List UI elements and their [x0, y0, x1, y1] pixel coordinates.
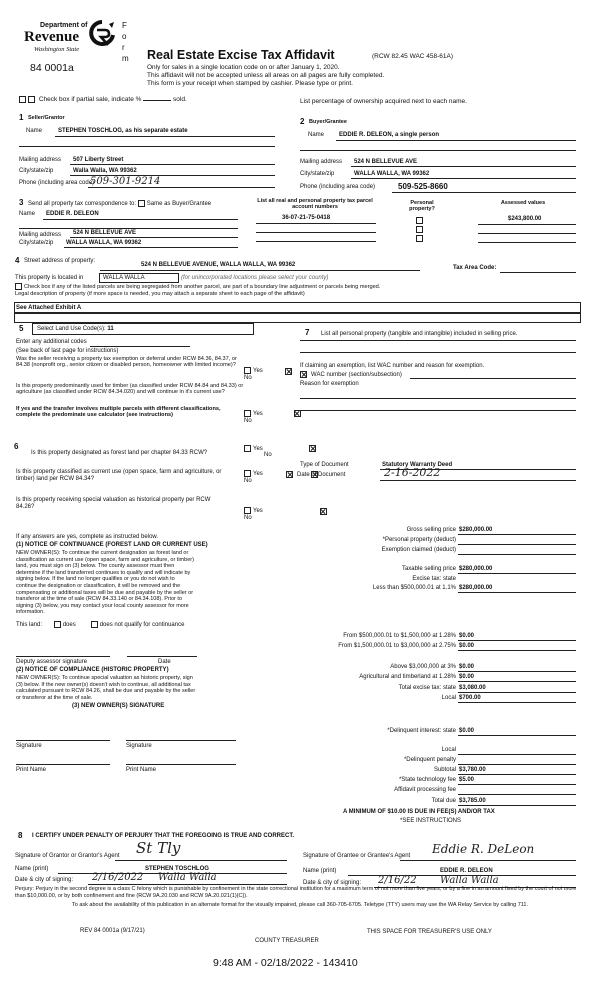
delinquent-interest-label: *Delinquent interest: state [387, 728, 456, 734]
gross-label: Gross selling price [406, 527, 456, 533]
legal-description-label: Legal description of property (if more space is needed, you may attach a separate sheet to each page of the affidavit) [15, 291, 305, 297]
forest-question: Is this property designated as forest land per chapter 84.33 RCW? [31, 450, 208, 456]
s6q2-yes-checkbox[interactable] [244, 470, 251, 477]
revision-code: REV 84 0001a (9/17/21) [80, 928, 145, 934]
seller-city[interactable]: Walla Walla, WA 99362 [73, 168, 137, 174]
grantee-date-label: Date & city of signing: [303, 880, 362, 886]
tier5-value[interactable]: $0.00 [459, 674, 475, 680]
subtotal-label: Subtotal [433, 767, 456, 773]
s6q2-yes: Yes [244, 470, 263, 478]
owner-print-name-label-1: Print Name [16, 767, 47, 773]
personal-property-heading: Personal property? [409, 200, 435, 213]
partial-sale-checkbox-2[interactable] [28, 96, 35, 103]
grantor-name-label: Name (print) [15, 866, 49, 872]
form-letters: F o r m [122, 21, 129, 63]
gross-value[interactable]: $280,000.00 [459, 527, 493, 533]
taxable-value[interactable]: $280,000.00 [459, 566, 493, 572]
section-8-number: 8 [18, 831, 23, 840]
continuance-heading: (1) NOTICE OF CONTINUANCE (FOREST LAND OR CURRENT USE) [16, 542, 208, 548]
tier2-label: From $500,000.01 to $1,500,000 at 1.28% [343, 633, 456, 639]
dept-line-2: Revenue [24, 29, 79, 45]
historic-text: NEW OWNER(S): To continue special valuation as historic property, sign (3) below. If the new owner(s) doesn't wish to continue, all additional tax calculated pursuant to RCW 84.26, shall be due and payable by the seller or transferor at the time of sale. [16, 675, 196, 701]
assessed-values-heading: Assessed values [500, 200, 546, 206]
tier4-label: Above $3,000,000 at 3% [390, 664, 456, 670]
tier1-label: Less than $500,000.01 at 1.1% [372, 585, 456, 591]
q1-yes: Yes [244, 367, 263, 375]
buyer-name-label: Name [308, 132, 325, 138]
ownership-percentage-note: List percentage of ownership acquired next to each name. [300, 98, 467, 105]
buyer-name[interactable]: EDDIE R. DELEON, a single person [339, 132, 440, 138]
tech-fee-label: *State technology fee [398, 777, 456, 783]
grantor-name-print[interactable]: STEPHEN TOSCHLOG [145, 866, 209, 872]
header-note-1: Only for sales in a single location code on or after January 1, 2020. [147, 64, 340, 71]
exemption-question: Was the seller receiving a property tax exemption or deferral under RCW 84.36, 84.37, or 84.38 (nonprofit org., senior citizen or disabled person, homeowner with limited income)? [16, 356, 237, 369]
tier4-value[interactable]: $0.00 [459, 664, 475, 670]
seller-city-label: City/state/zip [19, 168, 54, 174]
treasurer-space-note: THIS SPACE FOR TREASURER'S USE ONLY [367, 929, 492, 935]
assessed-value[interactable]: $243,800.00 [508, 216, 542, 222]
s6q3-yes: Yes [244, 507, 263, 515]
s6q1-no-label: No [264, 452, 272, 458]
see-instructions-note: *SEE INSTRUCTIONS [400, 818, 462, 824]
personal-property-checkbox-2[interactable] [416, 226, 423, 233]
local-label: Local [441, 695, 456, 701]
q2-yes-checkbox[interactable] [244, 410, 251, 417]
s6q1-yes-checkbox[interactable] [244, 445, 251, 452]
seller-phone-label: Phone (including area code) [19, 180, 95, 186]
dept-line-3: Washington State [34, 46, 80, 53]
section-6-number: 6 [14, 442, 19, 451]
grantor-date[interactable]: 2/16/2022 [92, 872, 144, 883]
section-1-number: 1 [19, 113, 24, 122]
timber-multi-note: If yes and the transfer involves multiple parcels with different classifications, complete the predominate use calculator (see instructions) [16, 406, 221, 419]
s3-city-label: City/state/zip [19, 240, 54, 246]
seller-name[interactable]: STEPHEN TOSCHLOG, as his separate estate [58, 128, 188, 134]
doc-date[interactable]: 2-16-2022 [384, 466, 441, 479]
tier3-label: From $1,500,000.01 to $3,000,000 at 2.75% [338, 643, 456, 649]
seller-mail[interactable]: 507 Liberty Street [73, 157, 124, 163]
s6q3-no-checkbox[interactable] [320, 508, 327, 515]
deputy-signature-label: Deputy assessor signature [16, 659, 88, 665]
local-value[interactable]: $700.00 [459, 695, 481, 701]
rcw-reference: (RCW 82.45 WAC 458-61A) [372, 53, 454, 60]
grantee-name-print[interactable]: EDDIE R. DELEON [440, 868, 493, 874]
form-code: 84 0001a [30, 62, 74, 74]
legal-exhibit: See Attached Exhibit A [16, 305, 82, 311]
owner-signature-label-1: Signature [16, 743, 42, 749]
land-use-code-row: Select Land Use Code(s): 11 [37, 326, 114, 332]
delinquent-penalty-label: *Delinquent penalty [403, 757, 456, 763]
seller-mail-label: Mailing address [19, 157, 62, 163]
q2-yes: Yes [244, 410, 263, 418]
street-label: Street address of property: [24, 258, 96, 264]
tier2-value[interactable]: $0.00 [459, 633, 475, 639]
total-due-value[interactable]: $3,785.00 [459, 798, 486, 804]
total-due-label: Total due [431, 798, 456, 804]
county-treasurer-label: COUNTY TREASURER [255, 938, 319, 944]
partial-sale-checkbox-1[interactable] [19, 96, 26, 103]
certify-statement: I CERTIFY UNDER PENALTY OF PERJURY THAT THE FOREGOING IS TRUE AND CORRECT. [32, 833, 295, 839]
q2-no-label: No [244, 418, 252, 424]
new-owner-signature-heading: (3) NEW OWNER(S) SIGNATURE [72, 703, 165, 709]
q2-no-checkbox[interactable] [294, 410, 301, 417]
tax-area-code-label: Tax Area Code: [453, 265, 497, 271]
exemption-deduct-label: Exemption claimed (deduct) [381, 547, 456, 553]
delinquent-interest-value[interactable]: $0.00 [459, 728, 475, 734]
county-value: WALLA WALLA [103, 275, 145, 281]
wac-number-label: WAC number (section/subsection) [300, 371, 402, 379]
q1-yes-checkbox[interactable] [244, 367, 251, 374]
minimum-fee-note: A MINIMUM OF $10.00 IS DUE IN FEE(S) AND/OR TAX [343, 809, 495, 815]
s6q2-no-label: No [244, 478, 252, 484]
header-note-2: This affidavit will not be accepted unless all areas on all pages are fully completed. [147, 72, 385, 79]
buyer-city[interactable]: WALLA WALLA, WA 99362 [354, 171, 430, 177]
deputy-date-label: Date [158, 659, 171, 665]
tech-fee-value[interactable]: $5.00 [459, 777, 475, 783]
grantee-signature-label: Signature of Grantee or Grantee's Agent [303, 853, 411, 859]
grantor-signature-label: Signature of Grantor or Grantor's Agent [15, 853, 120, 859]
section-3-number: 3 [19, 198, 24, 207]
same-as-buyer-checkbox[interactable] [138, 200, 145, 207]
grantor-city[interactable]: Walla Walla [158, 872, 217, 883]
s3-name-label: Name [19, 211, 36, 217]
doc-type-label: Type of Document [300, 462, 349, 468]
doc-type[interactable]: Statutory Warranty Deed [382, 462, 453, 468]
buyer-heading: Buyer/Grantee [309, 119, 347, 125]
seller-name-label: Name [26, 128, 43, 134]
s3-city[interactable]: WALLA WALLA, WA 99362 [66, 240, 142, 246]
personal-deduct-label: *Personal property (deduct) [382, 537, 456, 543]
q1-no-checkbox[interactable] [285, 368, 292, 375]
continuance-text: NEW OWNER(S): To continue the current designation as forest land or classification as current use (open space, farm and agriculture, or timber) land, you must sign on (3) below. The county assessor must then determine if the land transferred continues to qualify and will indicate by signing below. If the land no longer qualifies or you do not wish to continue the designation or classification, it will be removed and the compensating or additional taxes will be due and payable by the seller or transferor at the time of sale (RCW 84.33.140 or 84.34.108). Prior to signing (3) below, you may contact your local county assessor for more information. [16, 550, 194, 616]
tax-correspondence-row: Send all property tax correspondence to: Same as Buyer/Grantee [28, 201, 212, 208]
s6q3-yes-checkbox[interactable] [244, 507, 251, 514]
additional-codes-label: Enter any additional codes [16, 339, 87, 345]
grantor-signature[interactable]: St Tly [136, 839, 181, 857]
does-qualify-checkbox[interactable] [54, 621, 61, 628]
historic-question: Is this property receiving special valuation as historical property per RCW 84.26? [16, 497, 211, 510]
tier5-label: Agricultural and timberland at 1.28% [359, 674, 456, 680]
doc-date-checkbox[interactable] [286, 471, 293, 478]
grantee-signature[interactable]: Eddie R. DeLeon [432, 842, 535, 856]
legal-description-box-2[interactable] [14, 312, 581, 323]
personal-property-checkbox-1[interactable] [416, 217, 423, 224]
section-2-number: 2 [300, 117, 305, 126]
if-yes-note: If any answers are yes, complete as instructed below. [16, 534, 159, 540]
personal-property-checkbox-3[interactable] [416, 235, 423, 242]
grantee-date[interactable]: 2/16/22 [378, 875, 417, 886]
doc-date-label: Date of Document [300, 471, 345, 479]
grantor-date-label: Date & city of signing: [15, 877, 74, 883]
section-5-number: 5 [19, 324, 24, 333]
treasurer-stamp: 9:48 AM - 02/18/2022 - 143410 [213, 957, 358, 969]
excise-state-label: Excise tax: state [412, 576, 456, 582]
this-land-row: This land: does does not qualify for continuance [16, 622, 185, 629]
parcel-heading: List all real and personal property tax parcel account numbers [257, 198, 373, 211]
owner-print-name-label-2: Print Name [126, 767, 157, 773]
county-note: (for unincorporated locations please select your county) [181, 275, 329, 281]
s6q1-yes: Yes [244, 445, 263, 453]
street-address[interactable]: 524 N BELLEVUE AVENUE, WALLA WALLA, WA 99362 [141, 262, 296, 268]
s6q3-no-label: No [244, 515, 252, 521]
segregated-checkbox[interactable] [15, 283, 22, 290]
s3-name[interactable]: EDDIE R. DELEON [46, 211, 99, 217]
local2-label: Local [441, 747, 456, 753]
grantee-city[interactable]: Walla Walla [440, 875, 499, 886]
buyer-phone[interactable]: 509-525-8660 [398, 182, 448, 191]
taxable-label: Taxable selling price [401, 566, 456, 572]
exemption-claim-label: If claiming an exemption, list WAC number and reason for exemption. [300, 363, 485, 369]
dept-line-1: Department of [40, 22, 88, 29]
does-not-qualify-checkbox[interactable] [91, 621, 98, 628]
s3-mail[interactable]: 524 N BELLEVUE AVE [73, 230, 137, 236]
wac-checkbox[interactable] [300, 371, 307, 378]
seller-phone[interactable]: 509-301-9214 [90, 176, 161, 187]
historic-heading: (2) NOTICE OF COMPLIANCE (HISTORIC PROPERTY) [16, 667, 169, 673]
exemption-reason-label: Reason for exemption [300, 381, 359, 387]
buyer-mail[interactable]: 524 N BELLEVUE AVE [354, 159, 418, 165]
partial-sale-row: Check box if partial sale, indicate % sold. [19, 96, 187, 104]
current-use-question: Is this property classified as current use (open space, farm and agriculture, or timber) land per RCW 84.34? [16, 469, 222, 482]
dor-logo-icon [89, 20, 115, 50]
subtotal-value[interactable]: $3,780.00 [459, 767, 486, 773]
buyer-mail-label: Mailing address [300, 159, 343, 165]
tier1-value[interactable]: $280,000.00 [459, 585, 493, 591]
see-back-note: (See back of last page for instructions) [16, 348, 119, 354]
s3-mail-label: Mailing address [19, 232, 62, 238]
seller-heading: Seller/Grantor [28, 115, 65, 121]
q1-no-label: No [244, 375, 252, 381]
total-state-label: Total excise tax: state [398, 685, 456, 691]
tier3-value[interactable]: $0.00 [459, 643, 475, 649]
processing-fee-label: Affidavit processing fee [394, 787, 456, 793]
perjury-statement: Perjury: Perjury in the second degree is a class C felony which is punishable by confinement in the state correctional institution for a maximum term of not more than five years, or by a fine in an amount fixed by the court of not more than $10,000.00, or by both confinement and fine (RCW 9A.20.030 and RCW 9A.20.021(1)(C)). [15, 886, 577, 899]
header-note-3: This form is your receipt when stamped by cashier. Please type or print. [147, 80, 353, 87]
section-7-number: 7 [305, 328, 310, 337]
grantee-name-label: Name (print) [303, 868, 337, 874]
parcel-number[interactable]: 36-07-21-75-0418 [282, 215, 331, 221]
s6q1-no-checkbox[interactable] [309, 445, 316, 452]
owner-signature-label-2: Signature [126, 743, 152, 749]
form-title: Real Estate Excise Tax Affidavit [147, 48, 335, 62]
buyer-phone-label: Phone (including area code) [300, 184, 376, 190]
personal-property-label: List all personal property (tangible and intangible) included in selling price. [321, 331, 518, 337]
timber-question: Is this property predominantly used for timber (as classified under RCW 84.84 and 84.33) or agriculture (as classified under RCW 84.34.020) and will continue in it's current use? [16, 383, 244, 396]
availability-note: To ask about the availability of this publication in an alternate format for the visually impaired, please call 360-705-6705. Teletype (TTY) users may use the WA Relay Service by calling 711. [71, 902, 529, 908]
located-in-label: This property is located in [15, 275, 84, 281]
section-4-number: 4 [15, 256, 20, 265]
segregated-row: Check box if any of the listed parcels are being segregated from another parcel, are part of a boundary line adjustment or parcels being merged. [15, 283, 380, 290]
total-state-value[interactable]: $3,080.00 [459, 685, 486, 691]
buyer-city-label: City/state/zip [300, 171, 335, 177]
